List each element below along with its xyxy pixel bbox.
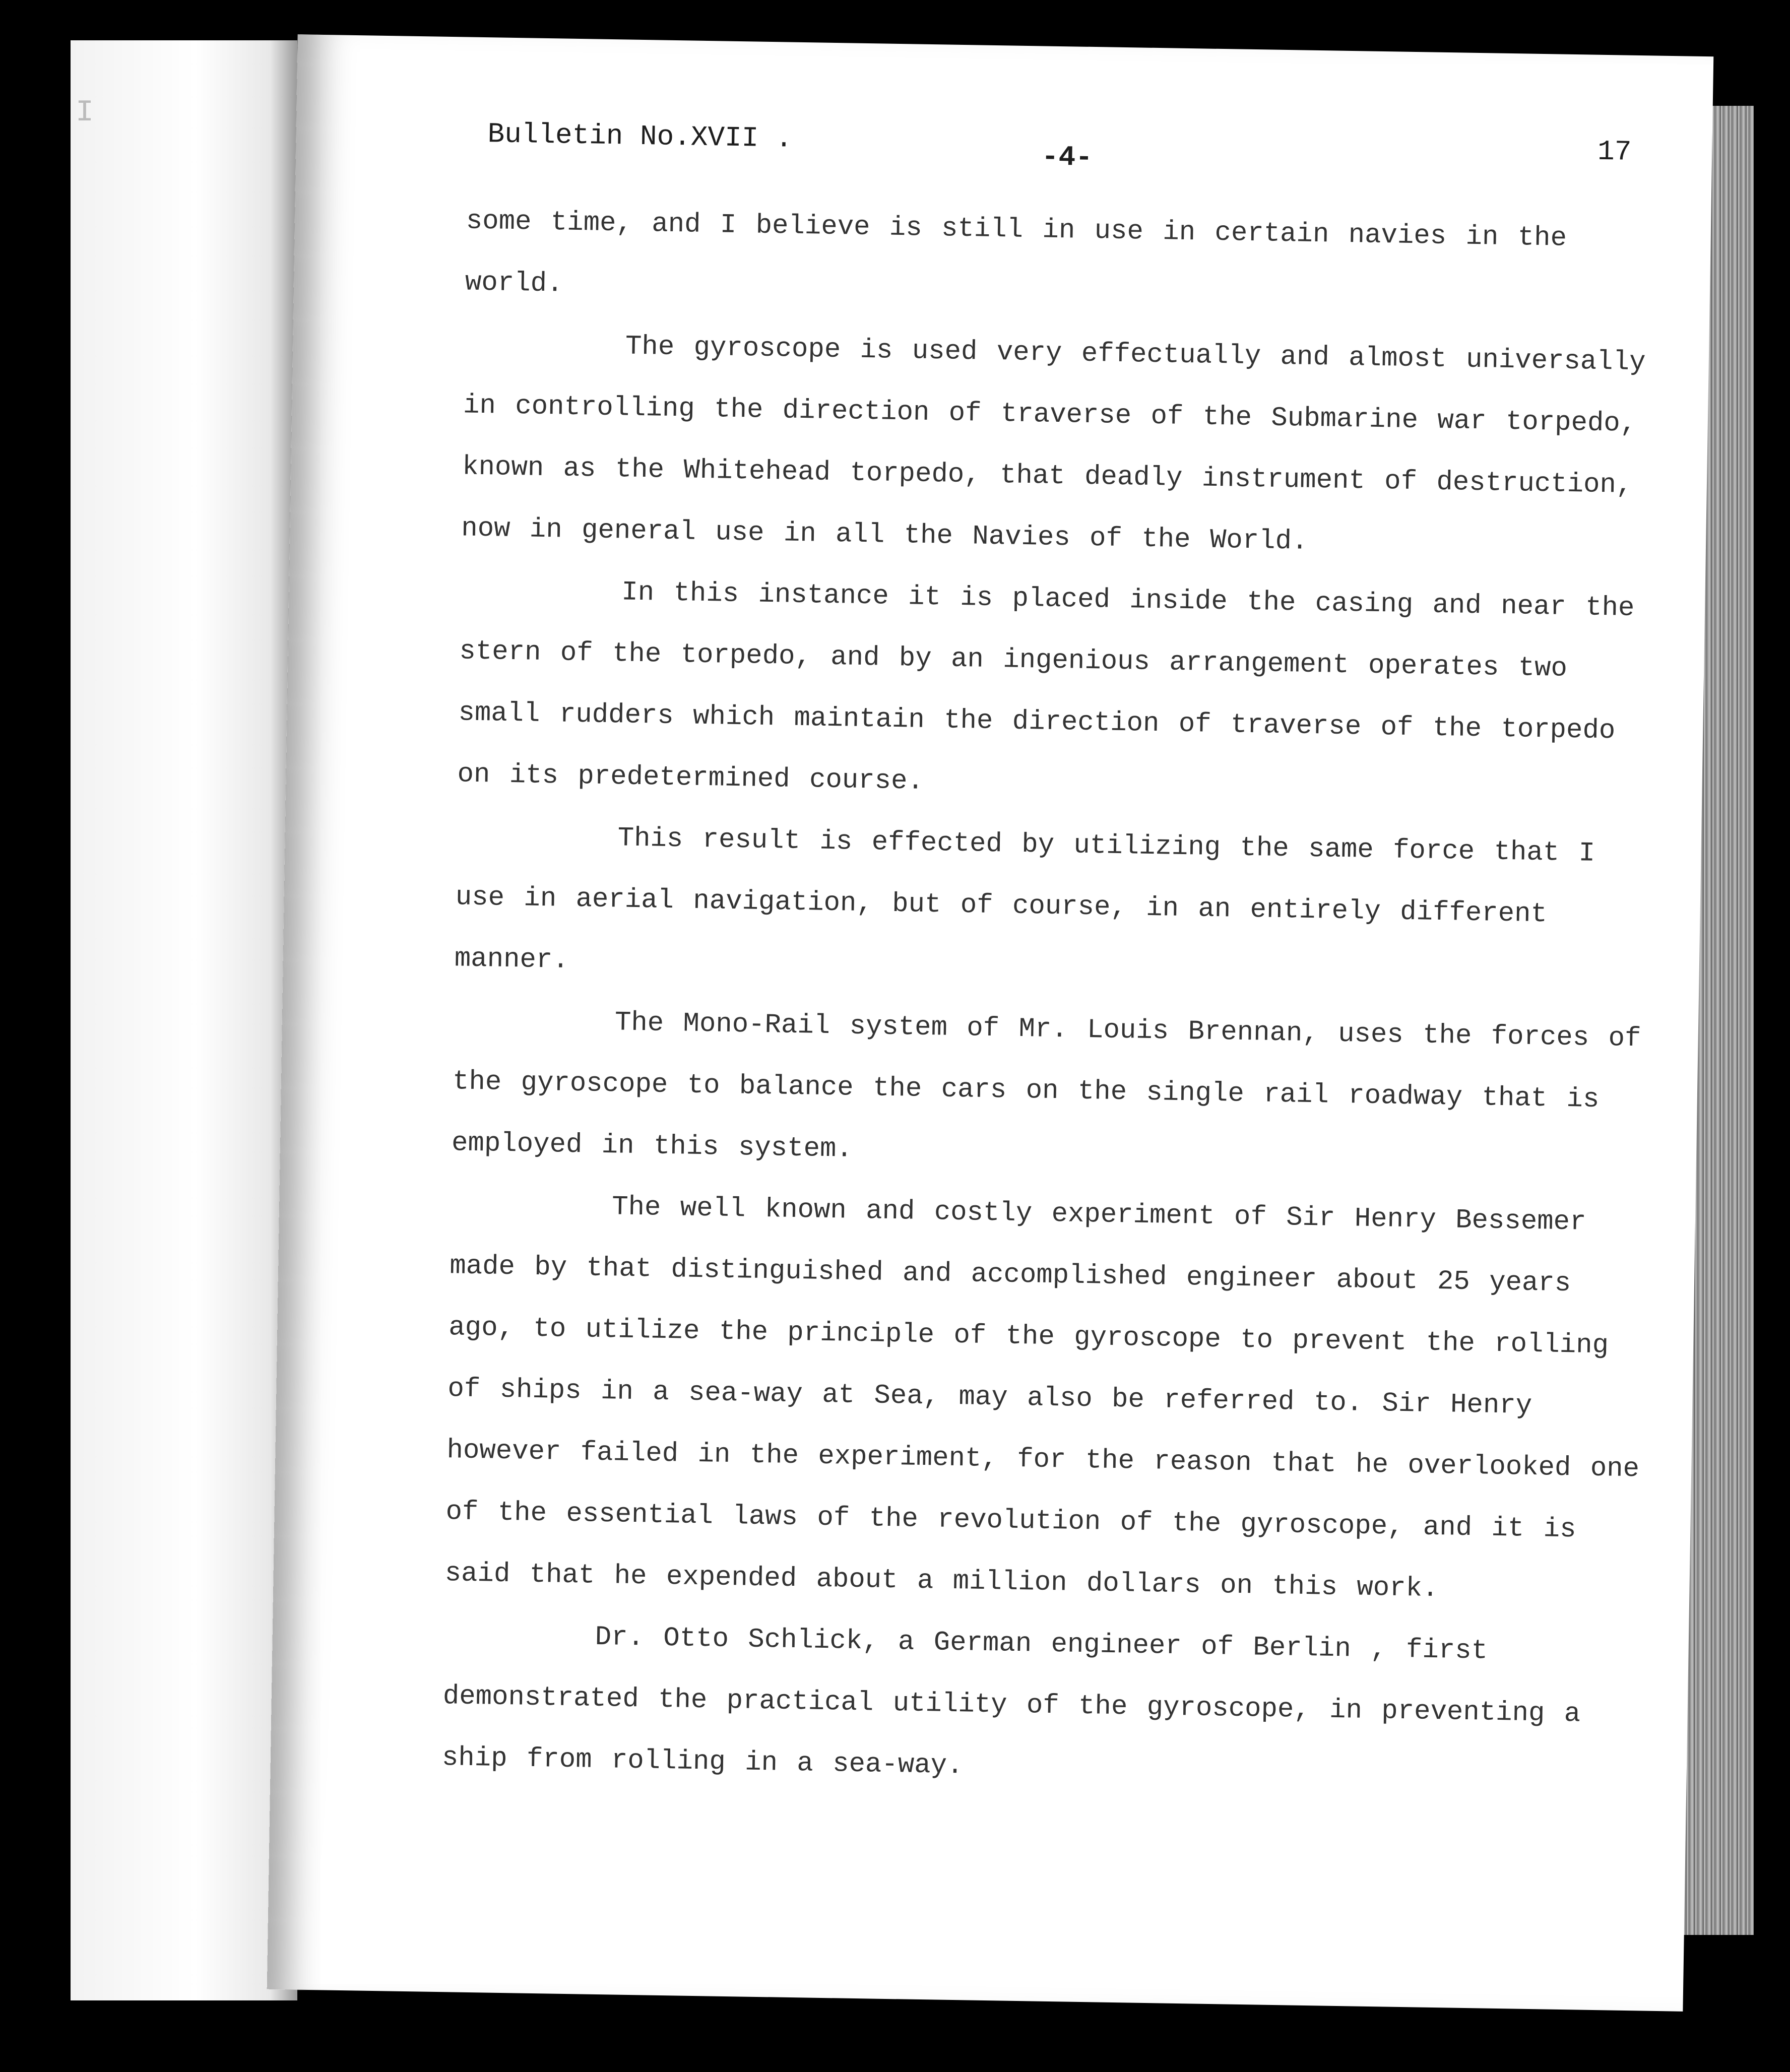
page-header xyxy=(487,118,1632,197)
page-number: 17 xyxy=(1597,135,1632,168)
bulletin-title: Bulletin No.XVII . xyxy=(487,118,793,155)
paragraph: The gyroscope is used very effectually and almost universally in controlling the direction of traverse of the Submarine war torpedo, known as the Whitehead torpedo, that deadly instrument of destruction, now in general use in all the Navies of the World. xyxy=(461,331,1646,557)
paragraph: In this instance it is placed inside the casing and near the stern of the torpedo, and by an ingenious arrangement operates two small rudders which maintain the direction of traverse of the torpedo on its predetermined course. xyxy=(457,577,1635,797)
facing-page xyxy=(71,40,297,2000)
folio-number: -4- xyxy=(1041,141,1093,174)
paragraph: This result is effected by utilizing the same force that I use in aerial navigation, but of course, in an entirely different manner. xyxy=(454,823,1595,976)
paragraph: The well known and costly experiment of Sir Henry Bessemer made by that distinguished and accomplished engineer about 25 years ago, to utilize the principle of the gyroscope to prevent the rolling of ships in a sea-way at Sea, may also be referred to. Sir Henry however failed in the experiment, for the reason that he overlooked one of the essential laws of the revolution of the gyroscope, and it is said that he expended about a million dollars on this work. xyxy=(444,1192,1640,1605)
paragraph: some time, and I believe is still in use in certain navies in the world. xyxy=(465,206,1567,300)
paragraph: Dr. Otto Schlick, a German engineer of Berlin , first demonstrated the practical utility of the gyroscope, in preventing a ship from rolling in a sea-way. xyxy=(441,1622,1581,1782)
paragraph: The Mono-Rail system of Mr. Louis Brennan, uses the forces of the gyroscope to balance the cars on the single rail roadway that is employed in this system. xyxy=(451,1007,1641,1165)
body-text xyxy=(441,190,1671,1807)
document-page xyxy=(267,34,1714,2012)
facing-page-mark: I xyxy=(76,96,96,130)
